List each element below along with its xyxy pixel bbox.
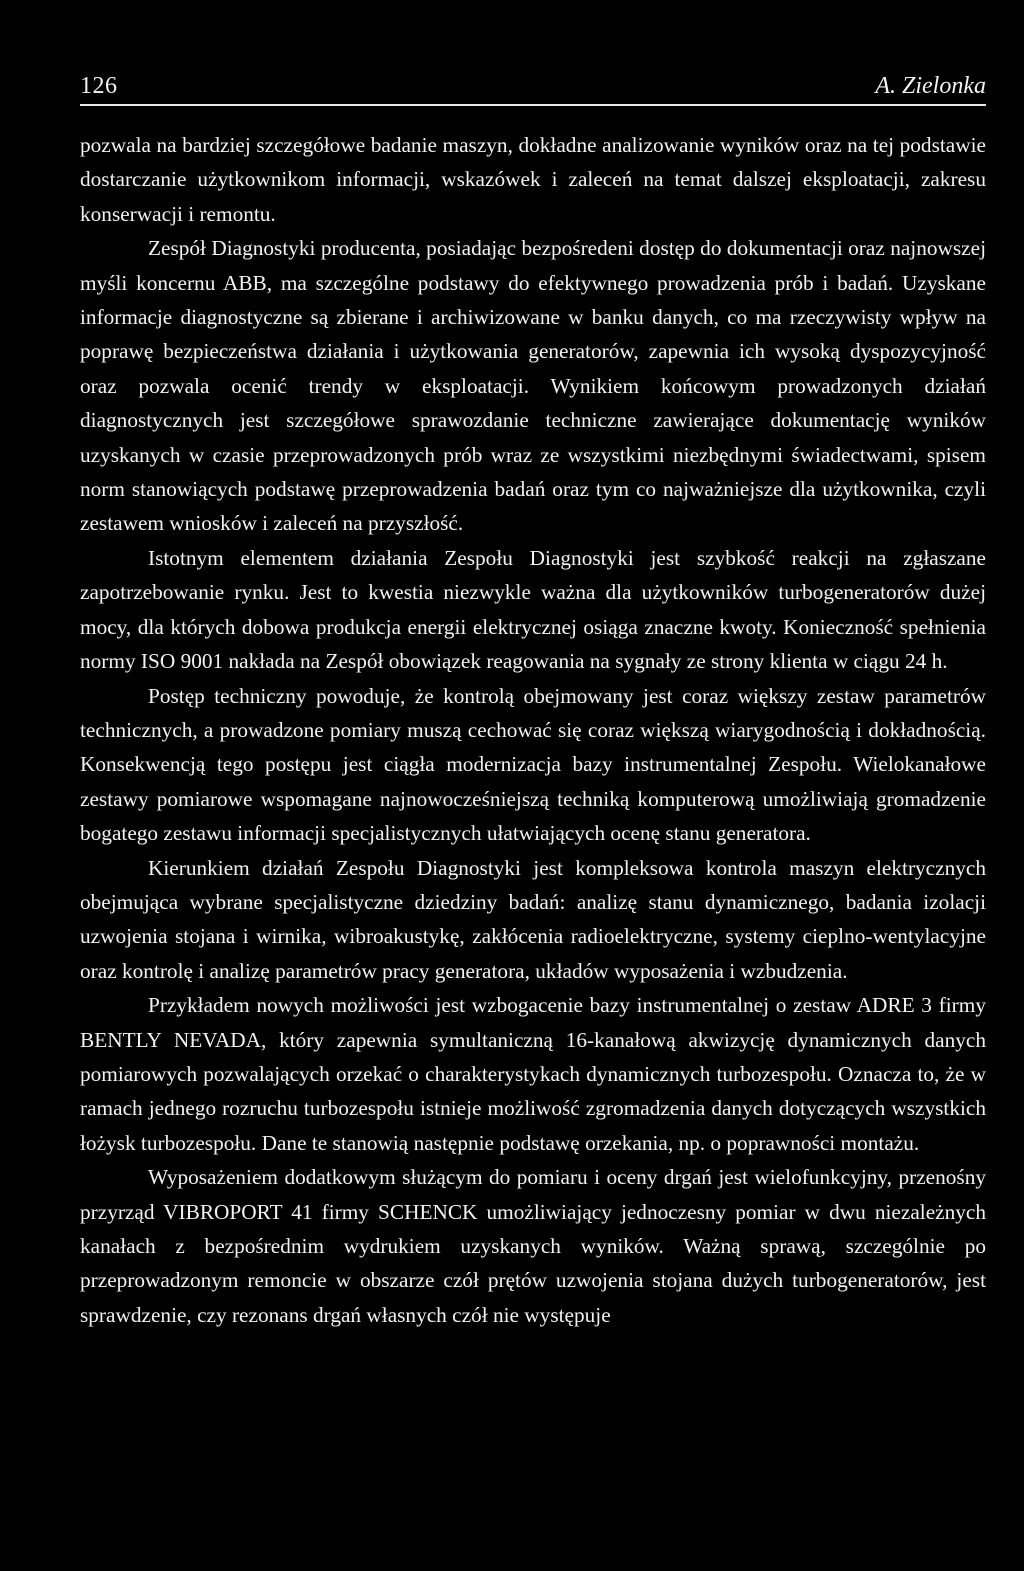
paragraph: Kierunkiem działań Zespołu Diagnostyki jest kompleksowa kontrola maszyn elektrycznych obejmująca wybrane specjalistyczne dziedziny badań: analizę stanu dynamicznego, badania izolacji uzwojenia stojana i wirnika, wibroakustykę, zakłócenia radioelektryczne, systemy cieplno-wentylacyjne oraz kontrolę i analizę parametrów pracy generatora, układów wyposażenia i wzbudzenia. (80, 855, 986, 983)
body-text (80, 128, 986, 1332)
paragraph-continued: pozwala na bardziej szczegółowe badanie maszyn, dokładne analizowanie wyników oraz na tej podstawie dostarczanie użytkownikom informacji, wskazówek i zaleceń na temat dalszej eksploatacji, zakresu konserwacji i remontu. (80, 133, 986, 226)
running-head-author: A. Zielonka (875, 73, 986, 99)
paragraph: Istotnym elementem działania Zespołu Diagnostyki jest szybkość reakcji na zgłaszane zapotrzebowanie rynku. Jest to kwestia niezwykle ważna dla użytkowników turbogeneratorów dużej mocy, dla których dobowa produkcja energii elektrycznej osiąga znaczne kwoty. Konieczność spełnienia normy ISO 9001 nakłada na Zespół obowiązek reagowania na sygnały ze strony klienta w ciągu 24 h. (80, 545, 986, 674)
page-number: 126 (80, 73, 118, 99)
paragraph: Przykładem nowych możliwości jest wzbogacenie bazy instrumentalnej o zestaw ADRE 3 firmy BENTLY NEVADA, który zapewnia symultaniczną 16-kanałową akwizycję dynamicznych danych pomiarowych pozwalających orzekać o charakterystykach dynamicznych turbozespołu. Oznacza to, że w ramach jednego rozruchu turbozespołu istnieje możliwość zgromadzenia danych dotyczących wszystkich łożysk turbozespołu. Dane te stanowią następnie podstawę orzekania, np. o poprawności montażu. (80, 993, 986, 1155)
paragraph: Postęp techniczny powoduje, że kontrolą obejmowany jest coraz większy zestaw parametrów technicznych, a prowadzone pomiary muszą cechować się coraz większą wiarygodnością i dokładnością. Konsekwencją tego postępu jest ciągła modernizacja bazy instrumentalnej Zespołu. Wielokanałowe zestawy pomiarowe wspomagane najnowocześniejszą techniką komputerową umożliwiają gromadzenie bogatego zestawu informacji specjalistycznych ułatwiających ocenę stanu generatora. (80, 683, 986, 846)
page-header (80, 72, 986, 106)
paragraph: Wyposażeniem dodatkowym służącym do pomiaru i oceny drgań jest wielofunkcyjny, przenośny przyrząd VIBROPORT 41 firmy SCHENCK umożliwiający jednoczesny pomiar w dwu niezależnych kanałach z bezpośrednim wydrukiem uzyskanych wyników. Ważną sprawą, szczególnie po przeprowadzonym remoncie w obszarze czół prętów uzwojenia stojana dużych turbogeneratorów, jest sprawdzenie, czy rezonans drgań własnych czół nie występuje (80, 1165, 986, 1327)
paragraph: Zespół Diagnostyki producenta, posiadając bezpośredeni dostęp do dokumentacji oraz najnowszej myśli koncernu ABB, ma szczególne podstawy do efektywnego prowadzenia prób i badań. Uzyskane informacje diagnostyczne są zbierane i archiwizowane w banku danych, co ma rzeczywisty wpływ na poprawę bezpieczeństwa działania i użytkowania generatorów, zapewnia ich wysoką dyspozycyjność oraz pozwala ocenić trendy w eksploatacji. Wynikiem końcowym prowadzonych działań diagnostycznych jest szczegółowe sprawozdanie techniczne zawierające dokumentację wyników uzyskanych w czasie przeprowadzonych prób wraz ze wszystkimi niezbędnymi świadectwami, spisem norm stanowiących podstawę przeprowadzenia badań oraz tym co najważniejsze dla użytkownika, czyli zestawem wniosków i zaleceń na przyszłość. (80, 236, 986, 536)
